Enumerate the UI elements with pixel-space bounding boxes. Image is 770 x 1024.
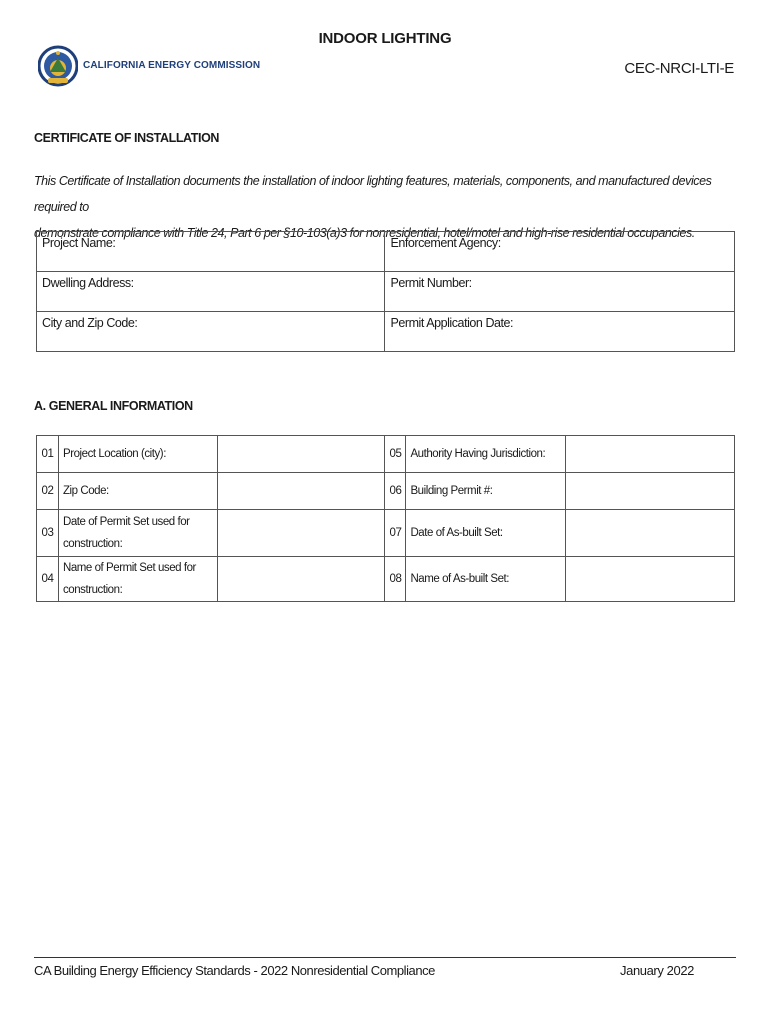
field-label: Date of Permit Set used for construction:: [58, 510, 217, 557]
row-number: 06: [385, 473, 406, 510]
authority-having-jurisdiction-input[interactable]: [566, 436, 735, 473]
permit-number-label: Permit Number:: [390, 276, 472, 290]
description-line-2: demonstrate compliance with Title 24, Part 6 per §10-103(a)3 for nonresidential, hotel/motel and high-rise residential occupancies.: [34, 226, 695, 240]
permit-set-date-input[interactable]: [217, 510, 385, 557]
form-code: CEC-NRCI-LTI-E: [624, 60, 734, 77]
dwelling-address-field[interactable]: [37, 272, 385, 312]
project-name-field[interactable]: [37, 232, 385, 272]
row-number: 03: [37, 510, 59, 557]
permit-number-field[interactable]: [385, 272, 735, 312]
project-name-label: Project Name:: [42, 236, 116, 250]
table-row: [37, 232, 735, 272]
logo-wordmark: CALIFORNIA ENERGY COMMISSION: [83, 60, 261, 71]
field-label: Project Location (city):: [58, 436, 217, 473]
field-label: Name of Permit Set used for construction:: [58, 557, 217, 602]
permit-application-date-field[interactable]: [385, 312, 735, 352]
table-row: [37, 312, 735, 352]
certificate-heading: CERTIFICATE OF INSTALLATION: [34, 131, 220, 145]
general-information-table: [36, 435, 735, 602]
enforcement-agency-label: Enforcement Agency:: [390, 236, 501, 250]
row-number: 05: [385, 436, 406, 473]
field-label: Date of As-built Set:: [406, 510, 566, 557]
row-number: 02: [37, 473, 59, 510]
building-permit-input[interactable]: [566, 473, 735, 510]
table-row: [37, 557, 735, 602]
row-number: 08: [385, 557, 406, 602]
as-built-name-input[interactable]: [566, 557, 735, 602]
row-number: 01: [37, 436, 59, 473]
as-built-date-input[interactable]: [566, 510, 735, 557]
field-label: Zip Code:: [58, 473, 217, 510]
city-zip-field[interactable]: [37, 312, 385, 352]
permit-set-name-input[interactable]: [217, 557, 385, 602]
footer-standards: CA Building Energy Efficiency Standards - 2022 Nonresidential Compliance: [34, 963, 435, 978]
enforcement-agency-field[interactable]: [385, 232, 735, 272]
table-row: [37, 510, 735, 557]
dwelling-address-label: Dwelling Address:: [42, 276, 134, 290]
row-number: 04: [37, 557, 59, 602]
permit-application-date-label: Permit Application Date:: [390, 316, 514, 330]
zip-code-input[interactable]: [217, 473, 385, 510]
field-label: Name of As-built Set:: [406, 557, 566, 602]
project-location-input[interactable]: [217, 436, 385, 473]
footer-date: January 2022: [620, 963, 694, 978]
city-zip-label: City and Zip Code:: [42, 316, 138, 330]
field-label: Building Permit #:: [406, 473, 566, 510]
table-row: [37, 436, 735, 473]
field-label: Authority Having Jurisdiction:: [406, 436, 566, 473]
table-row: [37, 473, 735, 510]
footer-divider: [34, 957, 736, 958]
description-line-1: This Certificate of Installation documents the installation of indoor lighting features, materials, components, and manufactured devices required to: [34, 174, 712, 214]
project-info-table: [36, 231, 735, 352]
section-a-heading: A. GENERAL INFORMATION: [34, 399, 193, 413]
document-title: INDOOR LIGHTING: [318, 30, 452, 47]
table-row: [37, 272, 735, 312]
row-number: 07: [385, 510, 406, 557]
